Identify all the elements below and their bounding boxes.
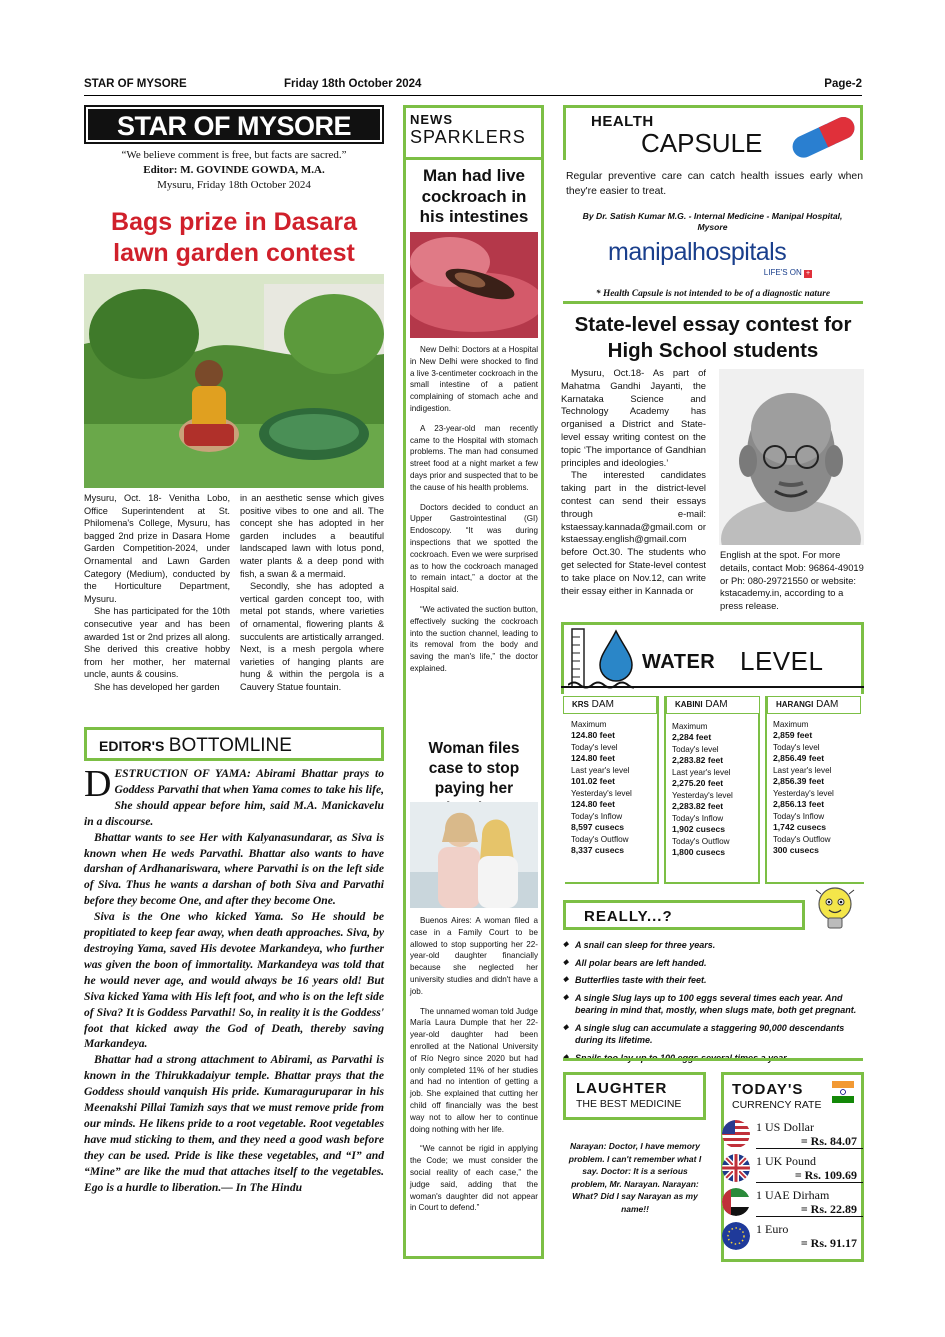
- really-item: ◆ A snail can sleep for three years.: [563, 939, 863, 952]
- essay-tail: English at the spot. For more details, contact Mob: 96864-49019 or Ph: 080-29721550 or website: kstacademy.in, according to a press release.: [720, 549, 864, 612]
- currency-list: [722, 1120, 863, 1256]
- dam-kabini-title: KABINI DAM: [666, 696, 760, 714]
- dam-krs-title: KRS DAM: [563, 696, 657, 714]
- dam-row: Maximum 2,284 feet: [672, 722, 712, 742]
- manipal-tagline: LIFE'S ON +: [763, 268, 811, 277]
- drop-cap: D: [84, 763, 112, 805]
- lawn-para: She has developed her garden: [94, 681, 220, 692]
- lawn-col2: [240, 492, 384, 694]
- news-label-light: SPARKLERS: [410, 127, 526, 147]
- page-header: [84, 78, 862, 96]
- editors-para: Bhattar had a strong attachment to Abirami, as Parvathi is known in the Thirukkadaiyur temple. Bhattar prays that the Goddess should vanquish His pride. Kumaraguruparar in his Meenakshi Pillai Tamizh says that we must remove pride from our minds. He likens pride to a root vegetable. Root vegetables have mud sticking to them, and they need a good wash before they can be used. Pride is like these vegetables, and “I” and “Mine” are like the mud that attaches itself to the vegetables. Ego is a hurdle to liberation.— In The Hindu: [84, 1053, 384, 1194]
- health-byline: By Dr. Satish Kumar M.G. - Internal Medicine - Manipal Hospital, Mysore: [582, 211, 843, 232]
- currency-rate: = Rs. 84.07: [756, 1134, 863, 1149]
- news-label: [410, 112, 538, 147]
- masthead-info: [84, 148, 384, 193]
- really-divider: [563, 1058, 863, 1061]
- story1-body: [410, 344, 538, 675]
- really-item: ◆ All polar bears are left handed.: [563, 957, 863, 970]
- laughter-joke: Narayan: Doctor, I have memory problem. I can't remember what I say. Doctor: It is a serious problem, Mr. Narayan. Narayan: What? Did I say Narayan as my name!!: [568, 1141, 702, 1214]
- header-paper: STAR OF MYSORE: [84, 78, 187, 90]
- lawn-para: She has participated for the 10th consecutive year and has been awarded 1st or 2nd prizes all along. She derived this creative hobby from her mother, her maternal uncle, aunts & cousins.: [84, 606, 230, 680]
- header-page: Page-2: [824, 78, 862, 90]
- story2-para: Buenos Aires: A woman filed a case in a Family Court to be allowed to stop supporting her 22-year-old daughter financially because she neglected her university studies and didn't have a job.: [410, 916, 538, 996]
- dam-row: Maximum 124.80 feet: [571, 720, 615, 740]
- manipal-logo-text: manipalhospitals: [608, 238, 787, 266]
- lawn-para: Mysuru, Oct. 18- Venitha Lobo, Office Superintendent at St. Philomena's College, Mysuru, has bagged 2nd prize in Dasara Home Garden Competition-2024, under Ornamental and Lawn Garden Category (Medium), conducted by the Horticulture Department, Mysuru.: [84, 493, 230, 604]
- cockroach-photo: [410, 232, 538, 338]
- gandhi-photo: [719, 369, 864, 545]
- story2-para: The unnamed woman told Judge María Laura Dumple that her 22-year-old daughter had been enrolled at the National University of Río Negro since 2020 but had only completed 11% of her studies and had no intention of getting a job. She explained that cutting her child off financially was the best way not to allow her to continue doing nothing with her life.: [410, 1006, 538, 1134]
- lightbulb-icon: [812, 884, 858, 934]
- editors-label-light: BOTTOMLINE: [168, 735, 292, 756]
- really-label-box: [563, 900, 805, 930]
- eu-flag-icon: [722, 1222, 750, 1250]
- story1-para: A 23-year-old man recently came to the Hospital with stomach problems. The man had consumed street food at a night market a few days prior and suspected that to be the cause of his health problems.: [410, 423, 538, 492]
- essay-para: Mysuru, Oct.18- As part of Mahatma Gandhi Jayanti, the Karnataka Science and Technology Academy has organised a District and State-level essay writing contest on the topic ‘The importance of Gandhian principles and ideologies.’: [561, 367, 706, 468]
- dam-row: Maximum 2,859 feet: [773, 720, 813, 740]
- dam-row: Last year's level 2,275.20 feet: [672, 768, 731, 788]
- header-date: Friday 18th October 2024: [284, 78, 422, 90]
- really-label: REALLY...?: [584, 908, 673, 925]
- essay-headline: State-level essay contest for High School students: [574, 313, 852, 362]
- editor-line: Editor: M. GOVINDE GOWDA, M.A.: [143, 164, 325, 176]
- health-disclaimer: * Health Capsule is not intended to be of a diagnostic nature: [563, 289, 863, 304]
- editors-body: [84, 763, 384, 1195]
- india-flag-icon: [832, 1081, 854, 1103]
- currency-row-gbp: [722, 1154, 863, 1188]
- dam-row: Yesterday's level 2,856.13 feet: [773, 789, 834, 809]
- dam-row: Last year's level 2,856.39 feet: [773, 766, 832, 786]
- currency-unit: 1 US Dollar: [756, 1120, 814, 1134]
- dam-row: Today's Outflow 300 cusecs: [773, 835, 831, 855]
- really-item: ◆ A single slug can accumulate a staggering 90,000 descendants during its lifetime.: [563, 1022, 863, 1047]
- dam-row: Today's Inflow 1,742 cusecs: [773, 812, 827, 832]
- lawn-para: Secondly, she has adopted a vertical garden concept too, with metal pot stands, where varieties of ornamental, flowering plants & succulents are artistically arranged. Next, is a mesh pergola where varieties of hanging plants are hung & within the pergola is a Cauvery Statue fountain.: [240, 581, 385, 692]
- dam-row: Today's level 2,283.82 feet: [672, 745, 724, 765]
- story1-para: “We activated the suction button, effectively sucking the cockroach into the suction channel, leading to its removal from the body and saving the man's life,” the doctor explained.: [410, 604, 538, 673]
- dam-row: Today's Outflow 1,800 cusecs: [672, 837, 730, 857]
- health-label-bold: HEALTH: [591, 113, 654, 130]
- story1-para: Doctors decided to conduct an Upper Gastrointestinal (GI) Endoscopy. “It was during inspections that we spotted the cockroach. Even we were surprised as to how the cockroach managed to remain intact,” a doctor at the Hospital said.: [410, 502, 538, 595]
- really-item: ◆ Butterflies taste with their feet.: [563, 974, 863, 987]
- us-flag-icon: [722, 1120, 750, 1148]
- pill-icon: [784, 114, 864, 158]
- water-label-bold: WATER: [642, 651, 716, 673]
- water-wave-line: [561, 686, 864, 688]
- dam-row: Last year's level 101.02 feet: [571, 766, 630, 786]
- laughter-label-light: THE BEST MEDICINE: [576, 1098, 682, 1110]
- currency-row-eur: [722, 1222, 863, 1256]
- dam-row: Today's Inflow 8,597 cusecs: [571, 812, 625, 832]
- dam-row: Today's level 2,856.49 feet: [773, 743, 825, 763]
- dateline: Mysuru, Friday 18th October 2024: [157, 179, 311, 191]
- currency-rate: = Rs. 109.69: [756, 1168, 863, 1183]
- dam-row: Today's Inflow 1,902 cusecs: [672, 814, 726, 834]
- dam-kabini: [664, 696, 760, 884]
- dam-row: Yesterday's level 2,283.82 feet: [672, 791, 733, 811]
- currency-unit: 1 Euro: [756, 1222, 789, 1236]
- essay-para: The interested candidates taking part in the district-level contest can send their essays through e-mail: kstaessay.kannada@gmail.com or kstaessay.english@gmail.com before Oct.30. The students who get selected for State-level contest to take place on Nov.12, can write their essay either in Kannada or: [561, 469, 706, 596]
- dam-harangi-title: HARANGI DAM: [767, 696, 861, 714]
- really-item: ◆ A single Slug lays up to 100 eggs several times each year. And bearing in mind that, mostly, when slugs mate, both get pregnant.: [563, 992, 863, 1017]
- currency-rate: = Rs. 91.17: [800, 1236, 857, 1250]
- currency-label-bold: TODAY'S: [732, 1081, 804, 1098]
- editors-lead: ESTRUCTION OF YAMA: Abirami Bhattar prays to Goddess Parvathi that when Yama comes to take his life, She should appear before him, said M.A. Manickavelu in a discourse.: [84, 767, 384, 828]
- currency-row-usd: [722, 1120, 863, 1154]
- lawn-para: in an aesthetic sense which gives positive vibes to one and all. The concept she has adopted in her garden includes a beautiful landscaped lawn with lotus pond, water plants & a deep pond with fish, a swan & a mermaid.: [240, 493, 384, 579]
- story1-headline: Man had live cockroach in his intestines: [419, 166, 529, 226]
- lawn-headline: Bags prize in Dasara lawn garden contest: [111, 208, 357, 267]
- uk-flag-icon: [722, 1154, 750, 1182]
- dam-harangi: [765, 696, 864, 884]
- uae-flag-icon: [722, 1188, 750, 1216]
- laughter-label-bold: LAUGHTER: [576, 1080, 668, 1097]
- editors-para: Bhattar wants to see Her with Kalyanasundarar, as Siva is known when He weds Parvathi. Bhattar also wants to have darshan of Ardhanariswara, where Parvathi is on the left side of Siva. Thus he wants a darshan of both Siva and Parvathi before they become One, and after they become One.: [84, 830, 384, 908]
- dam-row: Today's level 124.80 feet: [571, 743, 618, 763]
- manipal-logo: [608, 238, 818, 278]
- story1-para: New Delhi: Doctors at a Hospital in New Delhi were shocked to find a live 3-centimeter cockroach in the small intestine of a patient complaining of stomach ache and indigestion.: [410, 345, 538, 413]
- lawn-col1: [84, 492, 230, 694]
- currency-unit: 1 UAE Dirham: [756, 1188, 830, 1202]
- editors-label-box: [84, 727, 384, 761]
- dam-row: Today's Outflow 8,337 cusecs: [571, 835, 629, 855]
- currency-row-aed: [722, 1188, 863, 1222]
- dam-krs: [565, 696, 659, 884]
- news-label-bold: NEWS: [410, 112, 453, 127]
- editors-para: Siva is the One who kicked Yama. So He should be propitiated to keep fear away, when death approaches. Siva, by destroying Yama, saved His devotee Markandeya, who further was given the boon of immortality. Markandeya was told that he would never age, and would always be 16 years old! But Siva kicked Yama with His left foot, and who is on the left side of Siva? It is Goddess Parvathi! So, in reality it is the Goddess' foot that kicked away the God of Death, thereby saving Markandeya.: [84, 910, 384, 1051]
- dam-row: Yesterday's level 124.80 feet: [571, 789, 632, 809]
- masthead-logo: [84, 105, 384, 144]
- health-text: Regular preventive care can catch health issues early when they're easier to treat.: [566, 171, 863, 197]
- water-box: [561, 622, 864, 694]
- essay-col: [561, 367, 706, 597]
- laughter-label-box: [563, 1072, 706, 1120]
- currency-label-light: CURRENCY RATE: [732, 1099, 822, 1111]
- woman-photo: [410, 802, 538, 908]
- health-label-light: CAPSULE: [641, 128, 763, 158]
- water-label-light: LEVEL: [740, 646, 824, 676]
- really-list: [563, 939, 863, 1069]
- motto: “We believe comment is free, but facts are sacred.”: [121, 149, 347, 161]
- editors-label-bold: EDITOR'S: [99, 738, 165, 754]
- lawn-photo: [84, 274, 384, 488]
- health-label-box: [563, 105, 863, 160]
- logo-text: STAR OF MYSORE: [116, 111, 351, 141]
- news-divider: [406, 157, 541, 160]
- story2-body: [410, 915, 538, 1214]
- story2-headline: Woman files case to stop paying her: [428, 740, 520, 797]
- water-gauge-icon: [568, 627, 634, 691]
- story2-para: “We cannot be rigid in applying the Code; we must consider the social reality of each case,” the judge said, adding that the woman's daughter did not appear in Court to defend.”: [410, 1144, 538, 1213]
- currency-rate: = Rs. 22.89: [756, 1202, 863, 1217]
- currency-unit: 1 UK Pound: [756, 1154, 817, 1168]
